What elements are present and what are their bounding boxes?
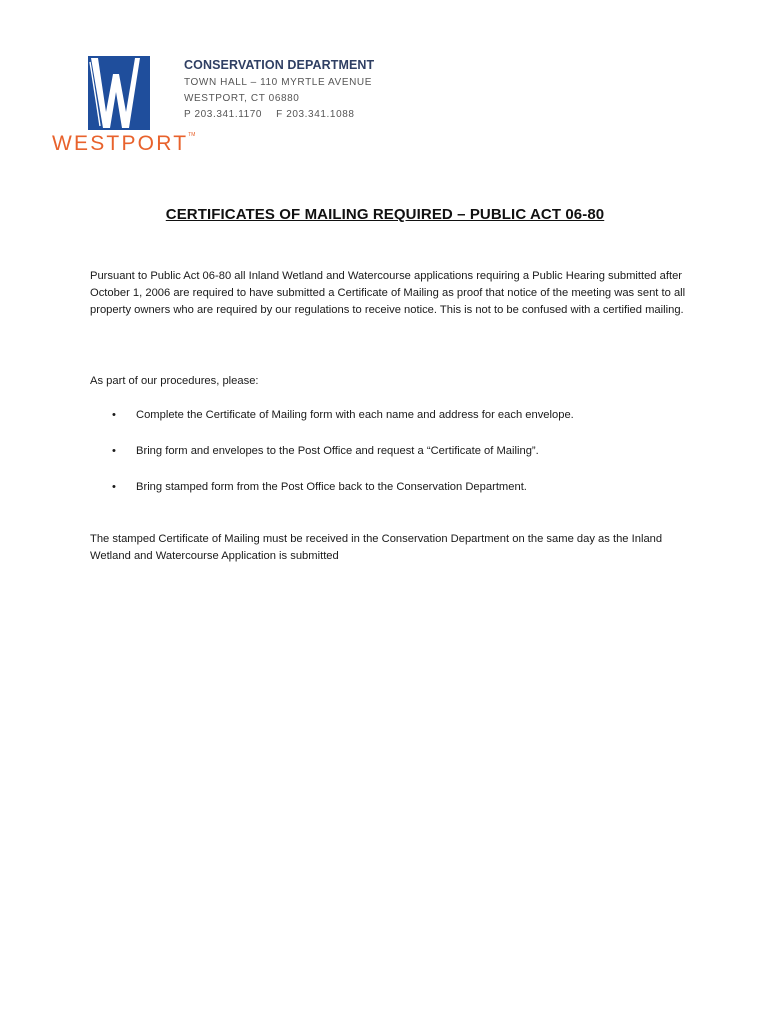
address-line-2: WESTPORT, CT 06880 — [184, 93, 300, 104]
list-item — [110, 443, 690, 479]
phone-number: P 203.341.1170 — [184, 109, 263, 120]
bullet-icon: • — [112, 409, 116, 421]
procedure-steps-list — [110, 407, 690, 515]
logo-text: WESTPORT — [52, 132, 189, 155]
procedures-lead: As part of our procedures, please: — [90, 375, 259, 387]
department-name: CONSERVATION DEPARTMENT — [184, 58, 375, 72]
address-line-1: TOWN HALL – 110 MYRTLE AVENUE — [184, 77, 373, 88]
bullet-icon: • — [112, 481, 116, 493]
contact-line — [184, 107, 374, 123]
intro-paragraph: Pursuant to Public Act 06-80 all Inland Wetland and Watercourse applications requiring a Public Hearing submitted after October 1, 2006 are required to have submitted a Certificate of Mailing as proof that notice of the meeting was sent to all property owners who are required by our regulations to receive notice. This is not to be confused with a certified mailing. — [90, 270, 686, 316]
westport-wordmark — [52, 132, 195, 156]
document-title: CERTIFICATES OF MAILING REQUIRED – PUBLIC ACT 06-80 — [165, 206, 605, 223]
step-text: Bring stamped form from the Post Office back to the Conservation Department. — [136, 481, 527, 493]
step-text: Complete the Certificate of Mailing form with each name and address for each envelope. — [136, 409, 574, 421]
westport-w-logo-icon — [88, 56, 150, 130]
list-item — [110, 479, 690, 515]
letterhead — [184, 58, 374, 123]
fax-number: F 203.341.1088 — [276, 109, 355, 120]
westport-logo — [52, 56, 196, 156]
bullet-icon: • — [112, 445, 116, 457]
closing-paragraph: The stamped Certificate of Mailing must be received in the Conservation Department on the same day as the Inland Wetland and Watercourse Application is submitted — [90, 533, 663, 562]
logo-trademark: TM — [188, 132, 196, 138]
list-item — [110, 407, 690, 443]
step-text: Bring form and envelopes to the Post Office and request a “Certificate of Mailing”. — [136, 445, 539, 457]
